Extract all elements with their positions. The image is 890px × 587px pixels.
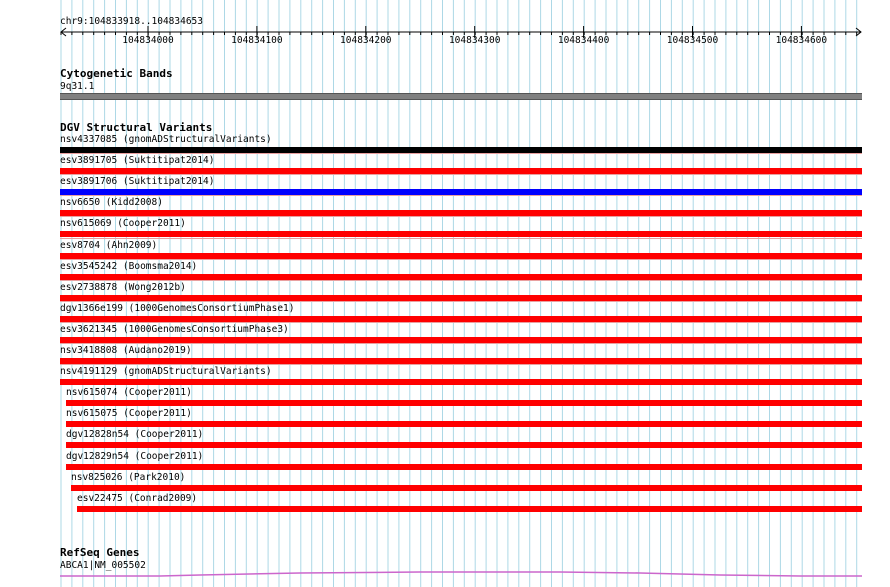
ruler-tick-label: 104834400 — [557, 35, 610, 46]
cytoband-bar[interactable] — [60, 93, 862, 100]
cytoband-label: 9q31.1 — [60, 81, 95, 92]
row-separator — [60, 259, 862, 260]
row-separator — [60, 301, 862, 302]
dgv-variant-label[interactable]: esv3891706 (Suktitipat2014) — [60, 176, 215, 188]
dgv-variant-bar[interactable] — [60, 231, 862, 237]
dgv-track-title: DGV Structural Variants — [60, 121, 213, 134]
dgv-variant-bar[interactable] — [60, 147, 862, 153]
ruler-tick-label: 104834600 — [775, 35, 828, 46]
dgv-variant-label[interactable]: esv3621345 (1000GenomesConsortiumPhase3) — [60, 323, 289, 335]
row-separator — [60, 216, 862, 217]
refseq-gene-label[interactable]: ABCA1|NM_005502 — [60, 560, 146, 571]
dgv-variant-bar[interactable] — [60, 274, 862, 280]
row-separator — [60, 195, 862, 196]
dgv-variant-bar[interactable] — [60, 168, 862, 174]
dgv-variant-label[interactable]: nsv615069 (Cooper2011) — [60, 218, 186, 230]
row-separator — [60, 343, 862, 344]
row-separator — [60, 153, 862, 154]
dgv-variant-bar[interactable] — [66, 421, 862, 427]
ruler-tick-label: 104834200 — [340, 35, 392, 46]
dgv-variant-label[interactable]: nsv3418808 (Audano2019) — [60, 345, 192, 356]
dgv-variant-label[interactable]: esv3545242 (Boomsma2014) — [60, 260, 198, 272]
row-separator — [60, 364, 862, 365]
dgv-variant-bar[interactable] — [60, 189, 862, 195]
row-separator — [60, 174, 862, 175]
row-separator — [60, 280, 862, 281]
dgv-variant-bar[interactable] — [60, 295, 862, 301]
dgv-variant-label[interactable]: esv2738878 (Wong2012b) — [60, 281, 186, 293]
ruler-tick-label: 104834300 — [448, 35, 501, 46]
dgv-variant-label[interactable]: nsv4337085 (gnomADStructuralVariants) — [60, 134, 272, 145]
ruler-tick-label: 104834000 — [122, 35, 174, 46]
refseq-track-title: RefSeq Genes — [60, 546, 140, 559]
dgv-variant-label[interactable]: dgv12828n54 (Cooper2011) — [66, 429, 204, 441]
dgv-variant-label[interactable]: nsv615075 (Cooper2011) — [66, 408, 192, 420]
dgv-variant-label[interactable]: nsv825026 (Park2010) — [71, 471, 186, 483]
cytoband-track-title: Cytogenetic Bands — [60, 67, 173, 80]
ruler-tick-label: 104834100 — [231, 35, 283, 46]
refseq-gene-feature[interactable] — [0, 566, 890, 587]
location-label: chr9:104833918..104834653 — [60, 16, 203, 27]
dgv-variant-bar[interactable] — [66, 464, 862, 470]
dgv-variant-label[interactable]: dgv1366e199 (1000GenomesConsortiumPhase1) — [60, 302, 295, 314]
dgv-variant-bar[interactable] — [60, 379, 862, 385]
dgv-variant-bar[interactable] — [66, 400, 862, 406]
dgv-variant-label[interactable]: dgv12829n54 (Cooper2011) — [66, 450, 204, 462]
dgv-variant-label[interactable]: nsv615074 (Cooper2011) — [66, 387, 192, 399]
dgv-variant-label[interactable]: esv22475 (Conrad2009) — [77, 492, 198, 504]
dgv-variant-bar[interactable] — [66, 442, 862, 448]
dgv-variant-bar[interactable] — [60, 253, 862, 259]
ruler-tick-label: 104834500 — [666, 35, 719, 46]
dgv-variant-bar[interactable] — [60, 337, 862, 343]
dgv-variant-bar[interactable] — [71, 485, 862, 491]
dgv-variant-label[interactable]: nsv6650 (Kidd2008) — [60, 197, 163, 209]
row-separator — [60, 238, 862, 239]
dgv-variant-bar[interactable] — [77, 506, 862, 512]
dgv-variant-bar[interactable] — [60, 358, 862, 364]
dgv-variant-bar[interactable] — [60, 316, 862, 322]
dgv-variant-label[interactable]: esv8704 (Ahn2009) — [60, 239, 158, 251]
dgv-variant-bar[interactable] — [60, 210, 862, 216]
row-separator — [60, 322, 862, 323]
dgv-variant-label[interactable]: nsv4191129 (gnomADStructuralVariants) — [60, 366, 272, 378]
dgv-variant-label[interactable]: esv3891705 (Suktitipat2014) — [60, 155, 215, 167]
